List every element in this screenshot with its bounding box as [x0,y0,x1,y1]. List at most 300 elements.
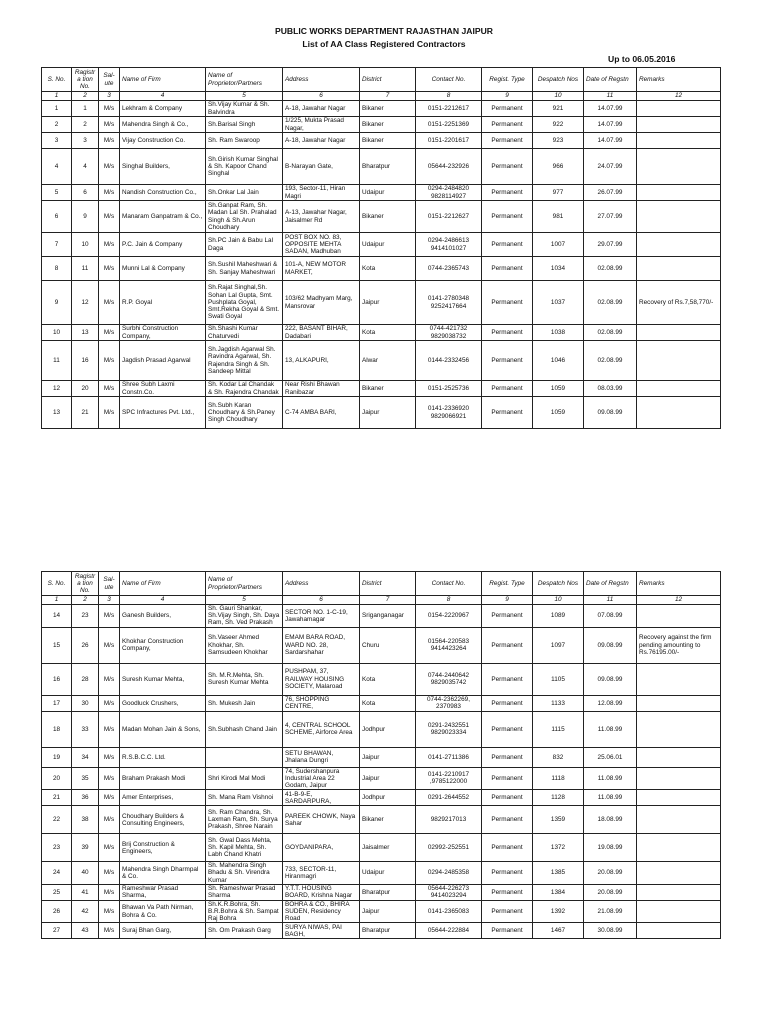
cell-firm-name: Madan Mohan Jain & Sons, [120,711,206,747]
cell-sno: 14 [42,605,72,628]
cell-contact: 0294-2486613 9414101027 [416,233,482,257]
cell-contact: 0294-2485358 [416,862,482,885]
cell-address: SURYA NIWAS, PAI BAGH, [283,923,360,939]
cell-despatch-no: 1059 [533,381,584,397]
cell-proprietor: Sh.K.R.Bohra, Sh. B.R.Bohra & Sh. Sampat Raj Bohra [206,900,283,923]
cell-reg-no: 40 [72,862,99,885]
cell-despatch-no: 832 [533,747,584,767]
cell-regist-type: Permanent [482,711,533,747]
cell-sno: 24 [42,862,72,885]
cell-regist-type: Permanent [482,325,533,341]
table-2-body [42,605,721,939]
cell-salute: M/s [99,900,120,923]
cell-regn-date: 11.08.99 [584,790,637,806]
cell-contact: 0141-2780348 9252417664 [416,281,482,325]
col-index: 5 [206,596,283,605]
cell-firm-name: Mahendra Singh & Co., [120,117,206,133]
cell-contact: 0141-2336920 9829066921 [416,397,482,429]
col-header-contact: Contact No. [416,68,482,92]
table-row [42,397,721,429]
cell-contact: 0141-2711386 [416,747,482,767]
table-row [42,325,721,341]
cell-address: PAREEK CHOWK, Naya Sahar [283,806,360,834]
cell-proprietor: Sh.Subh Karan Choudhary & Sh.Paney Singh Choudhary [206,397,283,429]
cell-district: Jaipur [360,281,416,325]
cell-despatch-no: 1359 [533,806,584,834]
cell-firm-name: Vijay Construction Co. [120,133,206,149]
cell-firm-name: Lekhram & Company [120,101,206,117]
cell-salute: M/s [99,884,120,900]
col-index: 7 [360,596,416,605]
cell-sno: 18 [42,711,72,747]
cell-sno: 8 [42,257,72,281]
cell-sno: 17 [42,695,72,711]
cell-remarks [637,325,721,341]
col-header-reg: Ragistra tion No. [72,68,99,92]
cell-district: Jaipur [360,900,416,923]
col-index: 2 [72,596,99,605]
cell-despatch-no: 1385 [533,862,584,885]
cell-district: Udaipur [360,862,416,885]
cell-despatch-no: 981 [533,201,584,233]
cell-proprietor: Sh. Rameshwar Prasad Sharma [206,884,283,900]
col-header-sno: S. No. [42,572,72,596]
cell-remarks [637,101,721,117]
cell-remarks [637,747,721,767]
cell-reg-no: 41 [72,884,99,900]
cell-proprietor: Sh. Mana Ram Vishnoi [206,790,283,806]
cell-regist-type: Permanent [482,185,533,201]
cell-address: 1/225, Mukta Prasad Nagar, [283,117,360,133]
cell-address: A-13, Jawahar Nagar, Jaisalmer Rd [283,201,360,233]
cell-remarks [637,257,721,281]
cell-despatch-no: 1046 [533,341,584,381]
cell-despatch-no: 1007 [533,233,584,257]
cell-remarks [637,185,721,201]
cell-regist-type: Permanent [482,101,533,117]
cell-regn-date: 02.08.99 [584,325,637,341]
col-header-firm: Name of Firm [120,68,206,92]
cell-reg-no: 30 [72,695,99,711]
cell-sno: 11 [42,341,72,381]
table-row [42,627,721,663]
cell-district: Bikaner [360,133,416,149]
cell-remarks [637,133,721,149]
cell-reg-no: 10 [72,233,99,257]
cell-reg-no: 6 [72,185,99,201]
col-header-type: Regist. Type [482,68,533,92]
cell-address: SETU BHAWAN, Jhalana Dungri [283,747,360,767]
cell-sno: 19 [42,747,72,767]
cell-regn-date: 27.07.99 [584,201,637,233]
cell-sno: 5 [42,185,72,201]
cell-firm-name: Suresh Kumar Mehta, [120,663,206,695]
cell-salute: M/s [99,605,120,628]
table-row [42,767,721,790]
cell-district: Kota [360,663,416,695]
cell-firm-name: Amer Enterprises, [120,790,206,806]
cell-remarks [637,790,721,806]
col-index: 9 [482,596,533,605]
table-row [42,862,721,885]
cell-sno: 1 [42,101,72,117]
cell-sno: 13 [42,397,72,429]
col-header-district: District [360,572,416,596]
col-header-date: Date of Regstn [584,68,637,92]
cell-address: 41-B-9-E, SARDARPURA, [283,790,360,806]
cell-contact: 9829217013 [416,806,482,834]
contractors-table-2 [41,571,721,939]
cell-salute: M/s [99,201,120,233]
cell-address: 101-A, NEW MOTOR MARKET, [283,257,360,281]
cell-despatch-no: 1118 [533,767,584,790]
cell-firm-name: Khokhar Construction Company, [120,627,206,663]
cell-regist-type: Permanent [482,117,533,133]
cell-contact: 0141-2210917 ,9785122000 [416,767,482,790]
cell-sno: 7 [42,233,72,257]
cell-regist-type: Permanent [482,201,533,233]
cell-salute: M/s [99,257,120,281]
cell-regn-date: 11.08.99 [584,767,637,790]
cell-salute: M/s [99,325,120,341]
cell-proprietor: Sh.PC Jain & Babu Lal Daga [206,233,283,257]
cell-contact: 0151-2525736 [416,381,482,397]
table-row [42,884,721,900]
cell-salute: M/s [99,341,120,381]
cell-despatch-no: 1384 [533,884,584,900]
col-header-despatch: Despatch Nos [533,572,584,596]
cell-contact: 0151-2212617 [416,101,482,117]
cell-address: 76, SHOPPING CENTRE, [283,695,360,711]
cell-regist-type: Permanent [482,695,533,711]
table-row [42,605,721,628]
cell-sno: 12 [42,381,72,397]
cell-remarks [637,201,721,233]
cell-proprietor: Sh. Ram Swaroop [206,133,283,149]
cell-contact: 0151-2251369 [416,117,482,133]
cell-district: Bikaner [360,101,416,117]
col-index: 12 [637,92,721,101]
cell-despatch-no: 1392 [533,900,584,923]
cell-firm-name: R.S.B.C.C. Ltd. [120,747,206,767]
cell-regn-date: 14.07.99 [584,117,637,133]
cell-salute: M/s [99,101,120,117]
cell-reg-no: 21 [72,397,99,429]
cell-contact: 02992-252551 [416,834,482,862]
table-header-row [42,572,721,596]
list-title: List of AA Class Registered Contractors [302,39,466,49]
cell-despatch-no: 1037 [533,281,584,325]
cell-proprietor: Sh.Onkar Lal Jain [206,185,283,201]
cell-proprietor: Sh.Barisal Singh [206,117,283,133]
cell-despatch-no: 1059 [533,397,584,429]
cell-regn-date: 29.07.99 [584,233,637,257]
table-row [42,257,721,281]
cell-reg-no: 38 [72,806,99,834]
cell-sno: 16 [42,663,72,695]
cell-district: Udaipur [360,185,416,201]
cell-district: Jodhpur [360,711,416,747]
col-index: 3 [99,596,120,605]
cell-proprietor: Sh.Vijay Kumar & Sh. Balvindra [206,101,283,117]
cell-sno: 23 [42,834,72,862]
cell-firm-name: Ganesh Builders, [120,605,206,628]
cell-address: 74, Sudershanpura Industrial Area 22 Godam, Jaipur [283,767,360,790]
table-row [42,695,721,711]
col-index: 6 [283,92,360,101]
cell-address: PUSHPAM, 37, RAILWAY HOUSING SOCIETY, Malaroad [283,663,360,695]
cell-reg-no: 20 [72,381,99,397]
cell-regn-date: 19.08.99 [584,834,637,862]
cell-address: 4, CENTRAL SCHOOL SCHEME, Airforce Area [283,711,360,747]
cell-reg-no: 26 [72,627,99,663]
as-of-date: Up to 06.05.2016 [608,54,676,64]
cell-firm-name: Choudhary Builders & Consulting Engineers, [120,806,206,834]
table-row [42,806,721,834]
cell-remarks [637,341,721,381]
table-row [42,341,721,381]
col-index: 1 [42,596,72,605]
cell-sno: 3 [42,133,72,149]
cell-despatch-no: 1133 [533,695,584,711]
cell-salute: M/s [99,627,120,663]
table-row [42,663,721,695]
cell-remarks: Recovery against the firm pending amounting to Rs.76195.00/- [637,627,721,663]
cell-remarks: Recovery of Rs.7,58,770/- [637,281,721,325]
cell-despatch-no: 966 [533,149,584,185]
col-header-remarks: Remarks [637,572,721,596]
col-index: 5 [206,92,283,101]
cell-remarks [637,605,721,628]
col-index: 8 [416,92,482,101]
cell-salute: M/s [99,663,120,695]
table-row [42,834,721,862]
cell-district: Bikaner [360,117,416,133]
cell-proprietor: Sh. Gauri Shankar, Sh.Vijay Singh, Sh. Daya Ram, Sh. Ved Prakash [206,605,283,628]
col-index: 4 [120,92,206,101]
cell-address: GOYDANIPARA, [283,834,360,862]
cell-sno: 10 [42,325,72,341]
cell-district: Bikaner [360,201,416,233]
cell-contact: 0151-2212627 [416,201,482,233]
cell-salute: M/s [99,117,120,133]
cell-salute: M/s [99,133,120,149]
cell-reg-no: 28 [72,663,99,695]
cell-regn-date: 09.08.99 [584,663,637,695]
cell-sno: 26 [42,900,72,923]
cell-remarks [637,862,721,885]
cell-address: A-18, Jawahar Nagar [283,133,360,149]
cell-remarks [637,923,721,939]
cell-despatch-no: 1034 [533,257,584,281]
cell-proprietor [206,747,283,767]
table-row [42,149,721,185]
cell-reg-no: 4 [72,149,99,185]
cell-remarks [637,149,721,185]
col-index: 10 [533,92,584,101]
cell-district: Alwar [360,341,416,381]
cell-firm-name: Singhal Builders, [120,149,206,185]
cell-contact: 0744-2440642 9829035742 [416,663,482,695]
cell-salute: M/s [99,381,120,397]
col-header-despatch: Despatch Nos [533,68,584,92]
cell-salute: M/s [99,923,120,939]
cell-despatch-no: 921 [533,101,584,117]
cell-remarks [637,381,721,397]
cell-firm-name: Brij Construction & Engineers, [120,834,206,862]
cell-remarks [637,695,721,711]
cell-regist-type: Permanent [482,233,533,257]
cell-address: BOHRA & CO., BHIRA SUDEN, Residency Road [283,900,360,923]
cell-proprietor: Sh.Ganpat Ram, Sh. Madan Lal Sh. Prahalad Singh & Sh.Arun Choudhary [206,201,283,233]
col-header-salute: Sal- ute [99,572,120,596]
cell-firm-name: Manaram Ganpatram & Co., [120,201,206,233]
cell-district: Jaipur [360,397,416,429]
cell-remarks [637,834,721,862]
cell-regn-date: 02.08.99 [584,281,637,325]
cell-district: Kota [360,695,416,711]
col-header-contact: Contact No. [416,572,482,596]
cell-contact: 05644-226273 9414023294 [416,884,482,900]
cell-proprietor: Sh.Shashi Kumar Chaturvedi [206,325,283,341]
cell-district: Jaisalmer [360,834,416,862]
cell-reg-no: 34 [72,747,99,767]
cell-address: Y.T.T. HOUSING BOARD, Krishna Nagar [283,884,360,900]
cell-regn-date: 14.07.99 [584,101,637,117]
cell-reg-no: 3 [72,133,99,149]
cell-regn-date: 12.08.99 [584,695,637,711]
cell-sno: 25 [42,884,72,900]
cell-contact: 0141-2365083 [416,900,482,923]
cell-address: SECTOR NO. 1-C-19, Jawahamagar [283,605,360,628]
cell-remarks [637,663,721,695]
cell-salute: M/s [99,806,120,834]
table-1-body [42,101,721,429]
cell-reg-no: 9 [72,201,99,233]
cell-district: Jaipur [360,767,416,790]
cell-proprietor: Sh. Gwal Dass Mehta, Sh. Kapil Mehta, Sh. Labh Chand Khatri [206,834,283,862]
cell-reg-no: 1 [72,101,99,117]
column-index-row [42,596,721,605]
cell-remarks [637,117,721,133]
cell-remarks [637,233,721,257]
cell-remarks [637,711,721,747]
col-index: 9 [482,92,533,101]
cell-regist-type: Permanent [482,862,533,885]
cell-reg-no: 42 [72,900,99,923]
cell-regn-date: 14.07.99 [584,133,637,149]
cell-address: 222, BASANT BIHAR, Dadabari [283,325,360,341]
cell-district: Kota [360,257,416,281]
cell-regn-date: 20.08.99 [584,862,637,885]
cell-regist-type: Permanent [482,257,533,281]
table-row [42,201,721,233]
cell-despatch-no: 1097 [533,627,584,663]
cell-regist-type: Permanent [482,381,533,397]
table-row [42,133,721,149]
table-row [42,185,721,201]
cell-despatch-no: 1115 [533,711,584,747]
cell-sno: 4 [42,149,72,185]
col-index: 2 [72,92,99,101]
col-header-sno: S. No. [42,68,72,92]
cell-salute: M/s [99,281,120,325]
cell-district: Bharatpur [360,923,416,939]
cell-proprietor: Sh.Subhash Chand Jain [206,711,283,747]
cell-despatch-no: 1128 [533,790,584,806]
cell-regn-date: 09.08.99 [584,627,637,663]
col-header-date: Date of Regstn [584,572,637,596]
cell-firm-name: Nandish Construction Co., [120,185,206,201]
cell-despatch-no: 1372 [533,834,584,862]
cell-regn-date: 07.08.99 [584,605,637,628]
col-header-proprietor: Name of Proprietor/Partners [206,572,283,596]
cell-sno: 15 [42,627,72,663]
cell-firm-name: R.P. Goyal [120,281,206,325]
cell-firm-name: Munni Lal & Company [120,257,206,281]
cell-reg-no: 12 [72,281,99,325]
contractors-table-1 [41,67,721,429]
cell-firm-name: P.C. Jain & Company [120,233,206,257]
cell-reg-no: 23 [72,605,99,628]
col-header-firm: Name of Firm [120,572,206,596]
cell-regist-type: Permanent [482,605,533,628]
cell-district: Bharatpur [360,149,416,185]
table-row [42,711,721,747]
col-index: 3 [99,92,120,101]
cell-proprietor: Sh.Sushil Maheshwari & Sh. Sanjay Maheshwari [206,257,283,281]
cell-district: Jodhpur [360,790,416,806]
col-header-address: Address [283,68,360,92]
cell-reg-no: 43 [72,923,99,939]
cell-regist-type: Permanent [482,281,533,325]
cell-address: EMAM BARA ROAD, WARD NO. 28, Sardarshahar [283,627,360,663]
cell-proprietor: Sh.Vaseer Ahmed Khokhar, Sh. Samsudeen Khokhar [206,627,283,663]
cell-firm-name: Braham Prakash Modi [120,767,206,790]
cell-firm-name: Suraj Bhan Garg, [120,923,206,939]
cell-district: Sriganganagar [360,605,416,628]
cell-contact: 05644-232926 [416,149,482,185]
cell-despatch-no: 922 [533,117,584,133]
cell-regist-type: Permanent [482,767,533,790]
cell-contact: 0291-2432551 9829023334 [416,711,482,747]
col-index: 10 [533,596,584,605]
cell-salute: M/s [99,233,120,257]
cell-address: 103/62 Madhyam Marg, Mansrovar [283,281,360,325]
cell-regist-type: Permanent [482,133,533,149]
table-header-row [42,68,721,92]
cell-proprietor: Sh.Rajat Singhal,Sh. Sohan Lal Gupta, Smt. Pushplata Goyal, Smt.Rekha Goyal & Smt. Swati Goyal [206,281,283,325]
cell-regn-date: 20.08.99 [584,884,637,900]
cell-regn-date: 02.08.99 [584,257,637,281]
cell-regist-type: Permanent [482,397,533,429]
cell-district: Jaipur [360,747,416,767]
cell-contact: 0154-2220967 [416,605,482,628]
cell-regn-date: 26.07.99 [584,185,637,201]
table-row [42,101,721,117]
col-header-type: Regist. Type [482,572,533,596]
cell-regn-date: 18.08.99 [584,806,637,834]
cell-proprietor: Sh. Ram Chandra, Sh. Laxman Ram, Sh. Surya Prakash, Shree Narain [206,806,283,834]
col-index: 11 [584,596,637,605]
cell-district: Churu [360,627,416,663]
cell-sno: 22 [42,806,72,834]
cell-district: Udaipur [360,233,416,257]
cell-proprietor: Sh. Mukesh Jain [206,695,283,711]
table-row [42,233,721,257]
cell-reg-no: 39 [72,834,99,862]
col-index: 8 [416,596,482,605]
